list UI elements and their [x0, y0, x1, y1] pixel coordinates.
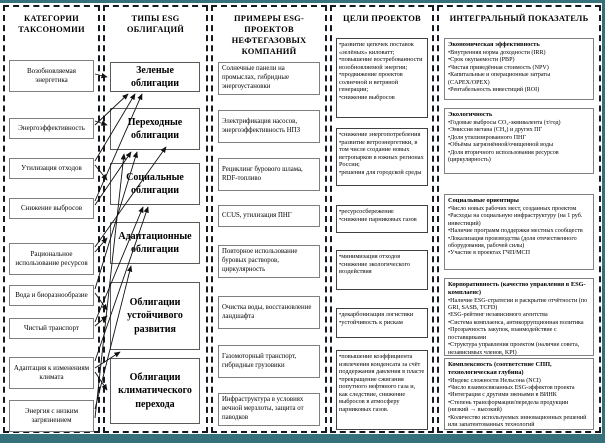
bullet-item: • Система комплаенса, антикоррупционная политика	[448, 320, 590, 327]
project-box: Повторное использование буровых растворов, циркулярность	[218, 245, 320, 278]
bullet-item: • снижение энергопотребления	[339, 131, 425, 139]
bullet-item: • ESG-рейтинг независимого агентства	[448, 312, 590, 319]
bullet-item: • Степень трансформации/передела продукции (низкий → высокий)	[448, 400, 590, 415]
goals-box	[336, 350, 428, 430]
goals-box	[336, 250, 428, 290]
window-edge-top	[0, 0, 605, 3]
taxonomy-item: Возобновляемая энергетика	[9, 60, 94, 92]
indicator-section-bullets	[448, 298, 590, 356]
taxonomy-item: Энергоэффективность	[9, 118, 94, 139]
bullet-item: • устойчивость к рискам	[339, 319, 425, 327]
bullet-item: • Участие в проектах ГЧП/МСП	[448, 250, 590, 257]
bullet-item: • Расходы на социальную инфраструктуру (на 1 руб. инвестиций)	[448, 213, 590, 228]
bond-type-box: Зеленые облигации	[110, 62, 200, 92]
bullet-item: • Доля утилизированного ПНГ	[448, 135, 590, 142]
indicator-section	[444, 108, 594, 174]
goals-box	[336, 308, 428, 338]
bullet-item: • ресурсосбережение	[339, 208, 425, 216]
bullet-item: • снижение парниковых газов	[339, 216, 425, 224]
bullet-item: • Число новых рабочих мест, созданных проектом	[448, 206, 590, 213]
indicator-section-title: Экологичность	[448, 111, 493, 118]
project-box: Электрификация насосов, энергоэффективность НПЗ	[218, 110, 320, 143]
bullet-item: • декарбонизация логистики	[339, 311, 425, 319]
project-box: CCUS, утилизация ПНГ	[218, 205, 320, 227]
window-edge-bottom	[0, 434, 605, 443]
bond-type-box: Социальные облигации	[110, 163, 200, 205]
project-box: Газомоторный транспорт, гибридные грузовики	[218, 345, 320, 378]
bullet-item: • Наличие программ поддержки местных сообществ	[448, 228, 590, 235]
goals-box	[336, 205, 428, 233]
bullet-item: • решения для городской среды	[339, 169, 425, 177]
projects-column	[211, 5, 327, 433]
indicator-section	[444, 278, 594, 356]
indicator-section	[444, 358, 594, 430]
bullet-item: • повышение коэффициента извлечения конденсата за счёт поддержания давления в пласте	[339, 353, 425, 376]
bullet-item: • Чистая приведённая стоимость (NPV)	[448, 65, 590, 72]
bullet-item: • Рентабельность инвестиций (ROI)	[448, 87, 590, 94]
bullet-item: • прекращение сжигания попутного нефтяного газа и, как следствие, снижение выбросов в атмосферу парниковых газов.	[339, 376, 425, 414]
indicator-section-title: Комплексность (соответствие СПП, технологическая глубина)	[448, 361, 552, 376]
bullet-item: • развитие ветроэнергетики, в том числе создание новых ветропарков в южных регионах России;	[339, 139, 425, 169]
bond-type-box: Облигации климатического перехода	[110, 358, 200, 424]
bullet-item: • продвижение проектов солнечной и ветряной генерации;	[339, 71, 425, 94]
indicator-title: ИНТЕГРАЛЬНЫЙ ПОКАЗАТЕЛЬ	[449, 13, 589, 23]
bullet-item: • Интеграция с другими звеньями в ВИНК	[448, 392, 590, 399]
taxonomy-item: Снижение выбросов	[9, 198, 94, 219]
goals-box	[336, 128, 428, 186]
bond-type-box: Облигации устойчивого развития	[110, 282, 200, 350]
indicator-section-title: Экономическая эффективность	[448, 41, 540, 48]
bullet-item: • Структура управления проектом (наличие совета, независимых членов, KPI)	[448, 342, 590, 356]
taxonomy-column	[3, 5, 100, 433]
bullet-item: • Капитальные и операционные затраты (CAPEX/OPEX)	[448, 72, 590, 87]
indicator-section-bullets	[448, 378, 590, 430]
bullet-item: • Прозрачность закупок, взаимодействие с поставщиками	[448, 327, 590, 342]
taxonomy-item: Адаптация к изменениям климата	[9, 357, 94, 389]
bullet-item: • Годовые выбросы CO₂-эквивалента (т/год)	[448, 120, 590, 127]
taxonomy-item: Энергия с низким загрязнением	[9, 400, 94, 432]
bond-types-title: ТИПЫ ESG ОБЛИГАЦИЙ	[126, 13, 185, 35]
taxonomy-item: Чистый транспорт	[9, 318, 94, 339]
taxonomy-item: Вода и биоразнообразие	[9, 285, 94, 306]
bullet-item: • Количество используемых инновационных решений или запатентованных технологий	[448, 415, 590, 430]
bullet-item: • Число взаимосвязанных ESG-эффектов проекта	[448, 385, 590, 392]
bullet-item: • Срок окупаемости (PBP)	[448, 57, 590, 64]
indicator-section-title: Социальные ориентиры	[448, 197, 519, 204]
bullet-item: • повышение востребованности возобновляемой энергии;	[339, 56, 425, 71]
project-box: Рециклинг бурового шлама, RDF-топливо	[218, 158, 320, 191]
bond-types-column	[103, 5, 208, 433]
bullet-item: • снижение экологического воздействия	[339, 261, 425, 276]
indicator-section	[444, 38, 594, 100]
taxonomy-item: Утилизация отходов	[9, 158, 94, 179]
bullet-item: • снижение выбросов	[339, 94, 425, 102]
project-box: Инфраструктура в условиях вечной мерзлоты, защита от паводков	[218, 393, 320, 426]
indicator-section-bullets	[448, 206, 590, 258]
bullet-item: • Индекс сложности Нельсона (NCI)	[448, 378, 590, 385]
bullet-item: • Объёмы загрязнённой/очищенной воды	[448, 142, 590, 149]
projects-title: ПРИМЕРЫ ESG-ПРОЕКТОВ НЕФТЕГАЗОВЫХ КОМПАНИЙ	[231, 13, 307, 57]
bullet-item: • Наличие ESG-стратегии и раскрытие отчётности (по GRI, SASB, TCFD)	[448, 298, 590, 313]
goals-title: ЦЕЛИ ПРОЕКТОВ	[343, 13, 421, 23]
indicator-section-bullets	[448, 120, 590, 165]
taxonomy-item: Рациональное использование ресурсов	[9, 243, 94, 275]
bullet-item: • Эмиссия метана (CH₄) и других ПГ	[448, 127, 590, 134]
indicator-section	[444, 194, 594, 270]
bullet-item: • Внутренняя норма доходности (IRR)	[448, 50, 590, 57]
bullet-item: • Локализация производства (доля отечественного оборудования, рабочей силы)	[448, 236, 590, 251]
indicator-section-bullets	[448, 50, 590, 95]
taxonomy-title: КАТЕГОРИИ ТАКСОНОМИИ	[18, 13, 85, 35]
goals-box	[336, 38, 428, 118]
bullet-item: • Доля вторичного использования ресурсов (циркулярность)	[448, 150, 590, 165]
bullet-item: • развитие цепочек поставок «зелёных» киловатт;	[339, 41, 425, 56]
project-box: Солнечные панели на промыслах, гибридные энергоустановки	[218, 62, 320, 95]
bond-type-box: Адаптационные облигации	[110, 222, 200, 264]
goals-column	[330, 5, 434, 433]
project-box: Очистка воды, восстановление ландшафта	[218, 296, 320, 329]
indicator-column	[437, 5, 601, 433]
bond-type-box: Переходные облигации	[110, 108, 200, 150]
indicator-section-title: Корпоративность (качество управления в ESG-комплаенс)	[448, 281, 586, 296]
bullet-item: • минимизация отходов	[339, 253, 425, 261]
